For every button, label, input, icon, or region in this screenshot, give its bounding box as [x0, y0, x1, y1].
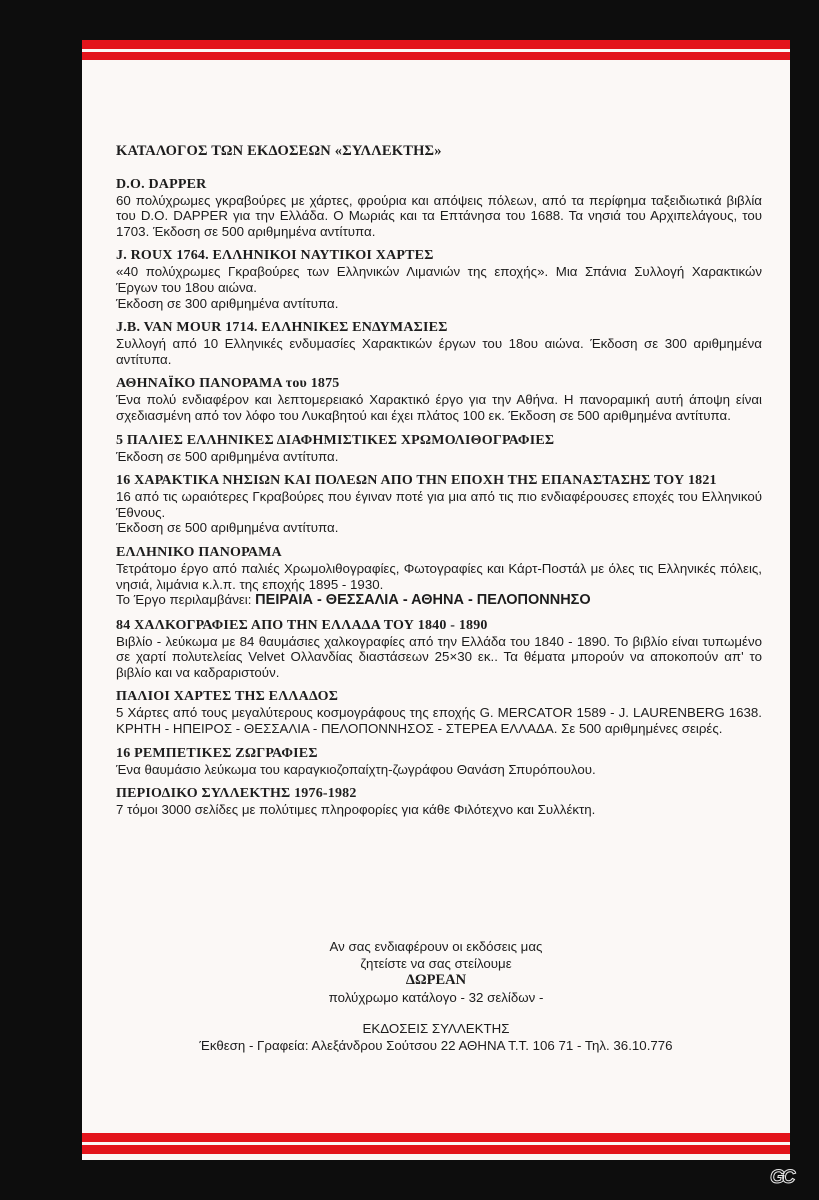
catalog-invite [82, 938, 790, 1006]
catalog-entry [116, 376, 762, 423]
includes-label: Το Έργο περιλαμβάνει: [116, 592, 252, 608]
entry-paragraph: Έκδοση σε 300 αριθμημένα αντίτυπα. [116, 295, 339, 311]
gc-logo: GC [770, 1167, 793, 1188]
free-offer: ΔΩΡΕΑΝ [405, 972, 467, 988]
catalog-title: ΚΑΤΑΛΟΓΟΣ ΤΩΝ ΕΚΔΟΣΕΩΝ «ΣΥΛΛΕΚΤΗΣ» [116, 143, 442, 159]
publisher-name: ΕΚΔΟΣΕΙΣ ΣΥΛΛΕΚΤΗΣ [362, 1021, 510, 1036]
entry-description [116, 762, 762, 778]
catalog-entry [116, 618, 762, 681]
catalog-content [116, 144, 762, 827]
entry-description [116, 561, 762, 609]
bottom-border-stripe [82, 1145, 790, 1154]
entry-paragraph: Έκδοση σε 500 αριθμημένα αντίτυπα. [116, 448, 339, 464]
entry-paragraph: Ένα πολύ ενδιαφέρον και λεπτομερειακό Χαρακτικό έργο για την Αθήνα. Η πανοραμική αυτή άποψη είναι σχεδιασμένη από τον λόφο του Λυκαβητού και έχει πλάτος 100 εκ. Έκδοση σε 500 αριθμημένα αντίτυπα. [116, 392, 762, 423]
top-border-stripe [82, 52, 790, 60]
entry-description [116, 489, 762, 536]
entry-paragraph: «40 πολύχρωμες Γκραβούρες των Ελληνικών Λιμανιών της εποχής». Μια Σπάνια Συλλογή Χαρακτικών Έργων του 18ου αιώνα. [116, 264, 762, 295]
entry-includes [116, 592, 762, 609]
includes-value: ΠΕΙΡΑΙΑ - ΘΕΣΣΑΛΙΑ - ΑΘΗΝΑ - ΠΕΛΟΠΟΝΝΗΣΟ [255, 592, 591, 609]
invite-line: Αν σας ενδιαφέρουν οι εκδόσεις μας [329, 939, 543, 954]
publisher-address: Έκθεση - Γραφεία: Αλεξάνδρου Σούτσου 22 ΑΘΗΝΑ Τ.Τ. 106 71 - Τηλ. 36.10.776 [199, 1038, 673, 1053]
catalog-entry [116, 433, 762, 465]
entry-title: J.B. VAN MOUR 1714. ΕΛΛΗΝΙΚΕΣ ΕΝΔΥΜΑΣΙΕΣ [116, 320, 448, 336]
entry-description [116, 193, 762, 240]
entry-description [116, 802, 762, 818]
entry-description [116, 264, 762, 311]
entry-paragraph: 7 τόμοι 3000 σελίδες με πολύτιμες πληροφορίες για κάθε Φιλότεχνο και Συλλέκτη. [116, 802, 596, 818]
entry-paragraph: Τετράτομο έργο από παλιές Χρωμολιθογραφίες, Φωτογραφίες και Κάρτ-Ποστάλ με όλες τις Ελληνικές πόλεις, νησιά, λιμάνια κ.λ.π. της εποχής 1895 - 1930. [116, 560, 762, 592]
catalog-entry [116, 320, 762, 367]
bottom-border-stripe [82, 1133, 790, 1142]
publisher-info [82, 1020, 790, 1054]
entry-paragraph: Συλλογή από 10 Ελληνικές ενδυμασίες Χαρακτικών έργων του 18ου αιώνα. Έκδοση σε 300 αριθμημένα αντίτυπα. [116, 336, 762, 367]
entry-title: ΕΛΛΗΝΙΚΟ ΠΑΝΟΡΑΜΑ [116, 544, 282, 560]
entry-description [116, 705, 762, 736]
catalog-entry [116, 473, 762, 536]
entry-title: 5 ΠΑΛΙΕΣ ΕΛΛΗΝΙΚΕΣ ΔΙΑΦΗΜΙΣΤΙΚΕΣ ΧΡΩΜΟΛΙΘΟΓΡΑΦΙΕΣ [116, 432, 555, 448]
invite-line: πολύχρωμο κατάλογο - 32 σελίδων - [328, 990, 544, 1005]
catalog-entry [116, 689, 762, 736]
entry-description [116, 392, 762, 423]
entry-paragraph: 16 από τις ωραιότερες Γκραβούρες που έγιναν ποτέ για μια από τις πιο ενδιαφέρουσες εποχές του Ελληνικού Έθνους. [116, 489, 762, 520]
entry-title: 16 ΡΕΜΠΕΤΙΚΕΣ ΖΩΓΡΑΦΙΕΣ [116, 745, 318, 761]
entry-title: ΑΘΗΝΑΪΚΟ ΠΑΝΟΡΑΜΑ του 1875 [116, 376, 340, 392]
entry-title: 16 ΧΑΡΑΚΤΙΚΑ ΝΗΣΙΩΝ ΚΑΙ ΠΟΛΕΩΝ ΑΠΟ ΤΗΝ ΕΠΟΧΗ ΤΗΣ ΕΠΑΝΑΣΤΑΣΗΣ ΤΟΥ 1821 [116, 473, 717, 489]
entry-title: ΠΕΡΙΟΔΙΚΟ ΣΥΛΛΕΚΤΗΣ 1976-1982 [116, 786, 357, 802]
entry-paragraph: Ένα θαυμάσιο λεύκωμα του καραγκιοζοπαίχτη-ζωγράφου Θανάση Σπυρόπουλου. [116, 761, 596, 777]
entry-paragraph: Βιβλίο - λεύκωμα με 84 θαυμάσιες χαλκογραφίες από την Ελλάδα του 1840 - 1890. Το βιβλίο είναι τυπωμένο σε χαρτί πολυτελείας Velvet Ολλανδίας διαστάσεων 25×30 εκ.. Τα θέματα μπορούν να αποκοπούν απ' το βιβλίο και να καδραριστούν. [116, 633, 762, 680]
catalog-entry [116, 786, 762, 818]
entry-title: 84 ΧΑΛΚΟΓΡΑΦΙΕΣ ΑΠΟ ΤΗΝ ΕΛΛΑΔΑ ΤΟΥ 1840 - 1890 [116, 617, 488, 633]
entry-paragraph: 60 πολύχρωμες γκραβούρες με χάρτες, φρούρια και απόψεις πόλεων, από τα περίφημα ταξειδιωτικά βιβλία του D.O. DAPPER για την Ελλάδα. Ο Μωριάς και τα Επτάνησα του 1688. Τα νησιά του Αρχιπελάγους, του 1703. Έκδοση σε 500 αριθμημένα αντίτυπα. [116, 192, 762, 239]
entry-title: J. ROUX 1764. ΕΛΛΗΝΙΚΟΙ ΝΑΥΤΙΚΟΙ ΧΑΡΤΕΣ [116, 248, 434, 264]
invite-line: ζητείστε να σας στείλουμε [360, 956, 512, 971]
catalog-entry [116, 545, 762, 609]
entry-description [116, 336, 762, 367]
catalog-page [82, 40, 790, 1160]
entry-title: D.O. DAPPER [116, 176, 207, 192]
entry-title: ΠΑΛΙΟΙ ΧΑΡΤΕΣ ΤΗΣ ΕΛΛΑΔΟΣ [116, 689, 339, 705]
catalog-entry [116, 177, 762, 240]
entry-description [116, 634, 762, 681]
entry-description [116, 449, 762, 465]
top-border-stripe [82, 40, 790, 49]
entry-paragraph: 5 Χάρτες από τους μεγαλύτερους κοσμογράφους της εποχής G. MERCATOR 1589 - J. LAURENBERG 1638. ΚΡΗΤΗ - ΗΠΕΙΡΟΣ - ΘΕΣΣΑΛΙΑ - ΠΕΛΟΠΟΝΝΗΣΟΣ - ΣΤΕΡΕΑ ΕΛΛΑΔΑ. Σε 500 αριθμημένες σειρές. [116, 705, 762, 737]
catalog-entry [116, 746, 762, 778]
entry-paragraph: Έκδοση σε 500 αριθμημένα αντίτυπα. [116, 520, 339, 536]
catalog-entry [116, 248, 762, 311]
catalog-entries [116, 177, 762, 818]
